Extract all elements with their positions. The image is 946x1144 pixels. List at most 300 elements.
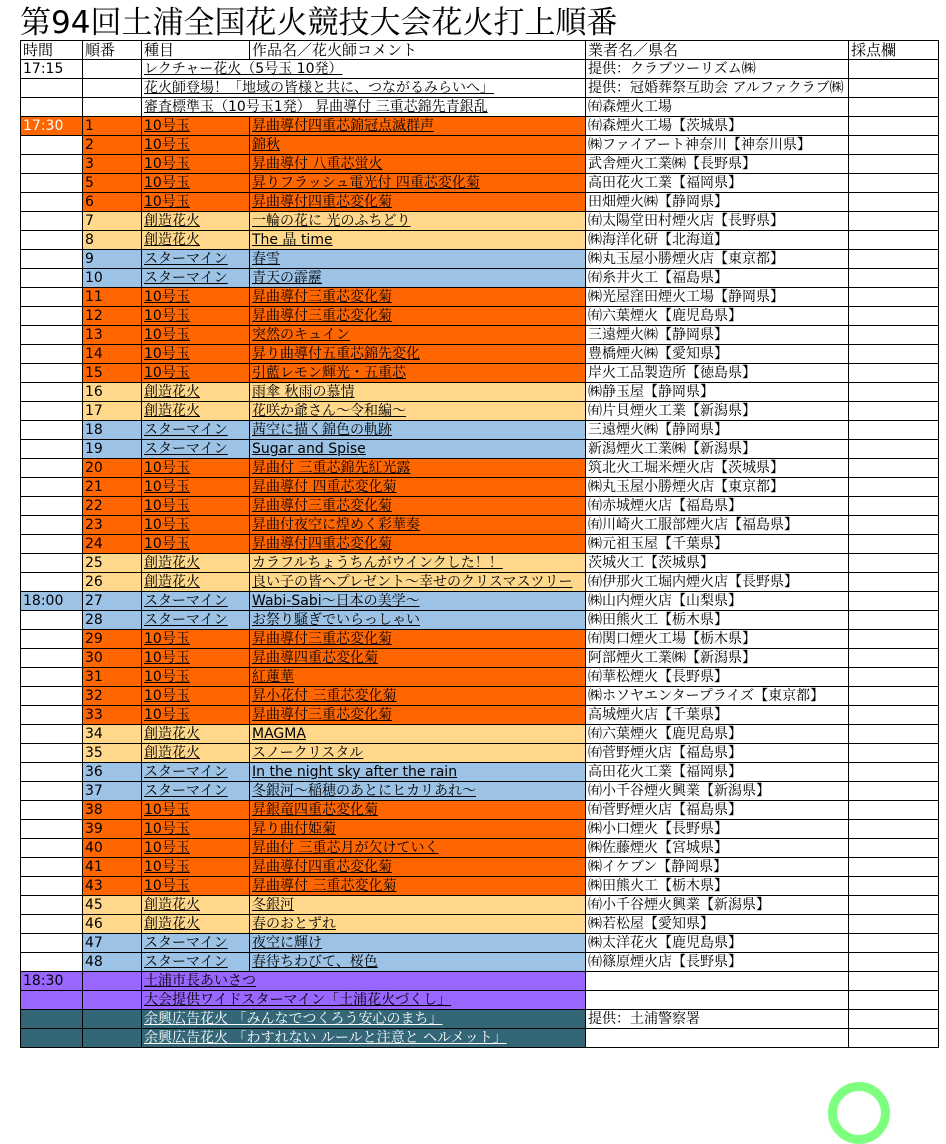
cell-category: 創造花火 [142, 725, 250, 744]
cell-work: 昇り曲付姫菊 [250, 820, 586, 839]
cell-time [21, 535, 83, 554]
cell-score [849, 630, 939, 649]
cell-score [849, 478, 939, 497]
cell-num [83, 1029, 142, 1048]
header-time: 時間 [21, 41, 83, 60]
cell-num: 29 [83, 630, 142, 649]
cell-category: スターマイン [142, 421, 250, 440]
cell-time [21, 383, 83, 402]
cell-category: 10号玉 [142, 193, 250, 212]
cell-category: スターマイン [142, 250, 250, 269]
cell-num: 8 [83, 231, 142, 250]
cell-category: 10号玉 [142, 630, 250, 649]
cell-maker: 高田花火工業【福岡県】 [586, 763, 849, 782]
cell-time [21, 706, 83, 725]
cell-score [849, 953, 939, 972]
cell-num: 24 [83, 535, 142, 554]
cell-time [21, 231, 83, 250]
cell-score [849, 364, 939, 383]
cell-work: 昇曲導付四重芯変化菊 [250, 858, 586, 877]
cell-work: 大会提供ワイドスターマイン「土浦花火づくし」 [142, 991, 586, 1010]
cell-category: 創造花火 [142, 402, 250, 421]
cell-work: 昇曲付 三重芯月が欠けていく [250, 839, 586, 858]
cell-category: 10号玉 [142, 364, 250, 383]
table-row [21, 345, 939, 364]
cell-category: スターマイン [142, 440, 250, 459]
table-row [21, 269, 939, 288]
cell-score [849, 991, 939, 1010]
cell-maker: ㈲菅野煙火店【福島県】 [586, 801, 849, 820]
cell-time: 17:15 [21, 60, 83, 79]
cell-category: スターマイン [142, 782, 250, 801]
cell-time [21, 953, 83, 972]
cell-work: 余興広告花火 「みんなでつくろう安心のまち」 [142, 1010, 586, 1029]
cell-score [849, 497, 939, 516]
cell-maker: ㈲川崎火工服部煙火店【福島県】 [586, 516, 849, 535]
cell-maker: 岸火工品製造所【徳島県】 [586, 364, 849, 383]
cell-time [21, 573, 83, 592]
cell-category: 創造花火 [142, 573, 250, 592]
cell-work: 昇曲導付三重芯変化菊 [250, 307, 586, 326]
cell-num: 9 [83, 250, 142, 269]
table-row [21, 725, 939, 744]
cell-num: 19 [83, 440, 142, 459]
cell-score [849, 60, 939, 79]
cell-maker: ㈲六葉煙火【鹿児島県】 [586, 725, 849, 744]
table-row [21, 953, 939, 972]
cell-score [849, 212, 939, 231]
cell-num: 40 [83, 839, 142, 858]
table-row [21, 535, 939, 554]
cell-num: 1 [83, 117, 142, 136]
cell-maker: ㈱田熊火工【栃木県】 [586, 611, 849, 630]
cell-maker: 茨城火工【茨城県】 [586, 554, 849, 573]
cell-maker: ㈱小口煙火【長野県】 [586, 820, 849, 839]
table-row [21, 516, 939, 535]
cell-num: 10 [83, 269, 142, 288]
cell-num: 22 [83, 497, 142, 516]
table-row [21, 896, 939, 915]
cell-time [21, 763, 83, 782]
header-score: 採点欄 [849, 41, 939, 60]
cell-maker [586, 1029, 849, 1048]
cell-time [21, 991, 83, 1010]
cell-time [21, 459, 83, 478]
table-row [21, 687, 939, 706]
cell-score [849, 725, 939, 744]
cell-work: 昇曲導付四重芯変化菊 [250, 193, 586, 212]
cell-time: 18:30 [21, 972, 83, 991]
cell-maker: ㈲華松煙火【長野県】 [586, 668, 849, 687]
table-row [21, 630, 939, 649]
cell-work: In the night sky after the rain [250, 763, 586, 782]
cell-time [21, 326, 83, 345]
cell-time [21, 345, 83, 364]
cell-time [21, 858, 83, 877]
header-work: 作品名／花火師コメント [250, 41, 586, 60]
cell-time [21, 915, 83, 934]
cell-category: 10号玉 [142, 288, 250, 307]
cell-time [21, 611, 83, 630]
cell-score [849, 79, 939, 98]
table-row [21, 478, 939, 497]
cell-num: 11 [83, 288, 142, 307]
cell-num: 43 [83, 877, 142, 896]
cell-maker: 三遠煙火㈱【静岡県】 [586, 421, 849, 440]
table-row [21, 326, 939, 345]
table-row [21, 383, 939, 402]
cell-work: 春待ちわびて、桜色 [250, 953, 586, 972]
cell-work: お祭り騒ぎでいらっしゃい [250, 611, 586, 630]
cell-num: 15 [83, 364, 142, 383]
cell-num: 26 [83, 573, 142, 592]
cell-maker: ㈱丸玉屋小勝煙火店【東京都】 [586, 250, 849, 269]
cell-time [21, 98, 83, 117]
cell-work: 花火師登場！「地域の皆様と共に、つながるみらいへ」 [142, 79, 586, 98]
cell-time [21, 440, 83, 459]
cell-maker: 高田花火工業【福岡県】 [586, 174, 849, 193]
cell-num [83, 991, 142, 1010]
cell-time [21, 649, 83, 668]
cell-num: 28 [83, 611, 142, 630]
cell-num: 21 [83, 478, 142, 497]
cell-maker: 豊橋煙火㈱【愛知県】 [586, 345, 849, 364]
cell-time [21, 364, 83, 383]
cell-category: 創造花火 [142, 896, 250, 915]
table-row [21, 231, 939, 250]
cell-score [849, 345, 939, 364]
table-row [21, 782, 939, 801]
table-row [21, 763, 939, 782]
table-row [21, 554, 939, 573]
table-row [21, 877, 939, 896]
cell-score [849, 459, 939, 478]
cell-category: 10号玉 [142, 155, 250, 174]
cell-maker: ㈲菅野煙火店【福島県】 [586, 744, 849, 763]
table-row [21, 307, 939, 326]
cell-num: 16 [83, 383, 142, 402]
cell-maker: ㈲片貝煙火工業【新潟県】 [586, 402, 849, 421]
header-maker: 業者名／県名 [586, 41, 849, 60]
page-title: 第94回土浦全国花火競技大会花火打上順番 [20, 5, 618, 41]
cell-work: 昇曲導付三重芯変化菊 [250, 630, 586, 649]
cell-score [849, 801, 939, 820]
cell-score [849, 174, 939, 193]
cell-num: 25 [83, 554, 142, 573]
cell-score [849, 250, 939, 269]
cell-maker: ㈲赤城煙火店【福島県】 [586, 497, 849, 516]
green-circle-mark [828, 1082, 890, 1144]
cell-work: 冬銀河～稲穂のあとにヒカリあれ～ [250, 782, 586, 801]
cell-num: 30 [83, 649, 142, 668]
cell-maker: ㈲太陽堂田村煙火店【長野県】 [586, 212, 849, 231]
cell-num [83, 60, 142, 79]
table-row [21, 136, 939, 155]
cell-category: 10号玉 [142, 668, 250, 687]
cell-num: 33 [83, 706, 142, 725]
cell-num: 27 [83, 592, 142, 611]
cell-score [849, 326, 939, 345]
cell-category: 創造花火 [142, 383, 250, 402]
cell-work: 突然のキュイン [250, 326, 586, 345]
cell-category: スターマイン [142, 611, 250, 630]
cell-work: カラフルちょうちんがウインクした！！ [250, 554, 586, 573]
cell-time [21, 307, 83, 326]
cell-time [21, 934, 83, 953]
cell-num [83, 972, 142, 991]
cell-work: 夜空に輝け [250, 934, 586, 953]
cell-category: 10号玉 [142, 839, 250, 858]
cell-work: 花咲か爺さん～令和編～ [250, 402, 586, 421]
cell-category: スターマイン [142, 953, 250, 972]
cell-score [849, 421, 939, 440]
header-row [21, 41, 939, 60]
cell-num: 36 [83, 763, 142, 782]
cell-time [21, 136, 83, 155]
cell-score [849, 231, 939, 250]
cell-work: 雨傘 秋雨の慕情 [250, 383, 586, 402]
cell-num: 48 [83, 953, 142, 972]
cell-category: 創造花火 [142, 744, 250, 763]
table-row [21, 250, 939, 269]
table-row [21, 421, 939, 440]
cell-maker: 三遠煙火㈱【静岡県】 [586, 326, 849, 345]
cell-work: 春雪 [250, 250, 586, 269]
cell-score [849, 687, 939, 706]
cell-score [849, 193, 939, 212]
cell-category: 10号玉 [142, 535, 250, 554]
cell-category: 10号玉 [142, 649, 250, 668]
cell-num: 31 [83, 668, 142, 687]
cell-score [849, 269, 939, 288]
cell-work: 昇銀竜四重芯変化菊 [250, 801, 586, 820]
cell-work: Sugar and Spise [250, 440, 586, 459]
table-row [21, 915, 939, 934]
cell-maker: ㈱山内煙火店【山梨県】 [586, 592, 849, 611]
cell-score [849, 117, 939, 136]
table-row [21, 991, 939, 1010]
cell-num: 20 [83, 459, 142, 478]
cell-time [21, 896, 83, 915]
cell-maker: ㈲六葉煙火【鹿児島県】 [586, 307, 849, 326]
cell-work: 昇曲導付 八重芯蛍火 [250, 155, 586, 174]
cell-score [849, 573, 939, 592]
cell-num: 47 [83, 934, 142, 953]
cell-maker: ㈱太洋花火【鹿児島県】 [586, 934, 849, 953]
table-row [21, 212, 939, 231]
cell-work: Wabi-Sabi～日本の美学～ [250, 592, 586, 611]
cell-num: 17 [83, 402, 142, 421]
cell-category: 10号玉 [142, 345, 250, 364]
table-row [21, 668, 939, 687]
cell-work: MAGMA [250, 725, 586, 744]
cell-work: 昇曲付夜空に煌めく彩華奏 [250, 516, 586, 535]
cell-time [21, 421, 83, 440]
cell-time [21, 174, 83, 193]
table-row [21, 459, 939, 478]
cell-num [83, 1010, 142, 1029]
cell-work: 春のおとずれ [250, 915, 586, 934]
cell-maker: ㈲森煙火工場【茨城県】 [586, 117, 849, 136]
cell-score [849, 1029, 939, 1048]
table-row [21, 744, 939, 763]
cell-num: 13 [83, 326, 142, 345]
cell-time [21, 1029, 83, 1048]
cell-work: 昇り曲導付五重芯錦先変化 [250, 345, 586, 364]
cell-maker: ㈱イケブン【静岡県】 [586, 858, 849, 877]
cell-work: 一輪の花に 光のふちどり [250, 212, 586, 231]
cell-maker: ㈲森煙火工場 [586, 98, 849, 117]
cell-maker: ㈱静玉屋【静岡県】 [586, 383, 849, 402]
cell-maker: 田畑煙火㈱【静岡県】 [586, 193, 849, 212]
cell-time [21, 687, 83, 706]
cell-maker: ㈱田熊火工【栃木県】 [586, 877, 849, 896]
cell-time [21, 877, 83, 896]
cell-time [21, 269, 83, 288]
cell-category: スターマイン [142, 592, 250, 611]
cell-category: 10号玉 [142, 858, 250, 877]
cell-work: The 晶 time [250, 231, 586, 250]
cell-time [21, 630, 83, 649]
cell-work: 昇曲導付 四重芯変化菊 [250, 478, 586, 497]
cell-score [849, 516, 939, 535]
table-row [21, 611, 939, 630]
cell-score [849, 877, 939, 896]
table-row [21, 79, 939, 98]
cell-maker: ㈱光屋窪田煙火工場【静岡県】 [586, 288, 849, 307]
cell-num: 32 [83, 687, 142, 706]
cell-num: 18 [83, 421, 142, 440]
cell-time [21, 402, 83, 421]
cell-num: 37 [83, 782, 142, 801]
table-row [21, 193, 939, 212]
table-row [21, 1029, 939, 1048]
schedule-table [20, 40, 939, 1048]
cell-time [21, 839, 83, 858]
cell-category: 10号玉 [142, 687, 250, 706]
table-row [21, 364, 939, 383]
cell-work: 良い子の皆へプレゼント～幸せのクリスマスツリー [250, 573, 586, 592]
cell-category: 10号玉 [142, 136, 250, 155]
cell-num: 23 [83, 516, 142, 535]
cell-num: 41 [83, 858, 142, 877]
cell-time [21, 250, 83, 269]
cell-category: 創造花火 [142, 554, 250, 573]
cell-category: 10号玉 [142, 877, 250, 896]
cell-time [21, 497, 83, 516]
table-row [21, 174, 939, 193]
cell-work: 昇曲導四重芯変化菊 [250, 649, 586, 668]
cell-score [849, 972, 939, 991]
cell-score [849, 649, 939, 668]
cell-category: 10号玉 [142, 117, 250, 136]
cell-num: 7 [83, 212, 142, 231]
cell-maker: ㈱元祖玉屋【千葉県】 [586, 535, 849, 554]
cell-maker: 提供：クラブツーリズム㈱ [586, 60, 849, 79]
cell-maker [586, 972, 849, 991]
cell-category: スターマイン [142, 763, 250, 782]
cell-score [849, 155, 939, 174]
cell-maker: 筑北火工堀米煙火店【茨城県】 [586, 459, 849, 478]
table-row [21, 801, 939, 820]
cell-time [21, 820, 83, 839]
cell-score [849, 915, 939, 934]
cell-num [83, 79, 142, 98]
table-row [21, 440, 939, 459]
cell-score [849, 820, 939, 839]
cell-maker: ㈲小千谷煙火興業【新潟県】 [586, 782, 849, 801]
cell-work: 土浦市長あいさつ [142, 972, 586, 991]
cell-work: 昇りフラッシュ電光付 四重芯変化菊 [250, 174, 586, 193]
cell-num: 35 [83, 744, 142, 763]
cell-score [849, 839, 939, 858]
cell-time: 17:30 [21, 117, 83, 136]
cell-category: 創造花火 [142, 212, 250, 231]
cell-maker: ㈲篠原煙火店【長野県】 [586, 953, 849, 972]
cell-time: 18:00 [21, 592, 83, 611]
cell-work: 昇曲導付三重芯変化菊 [250, 288, 586, 307]
cell-maker: ㈲関口煙火工場【栃木県】 [586, 630, 849, 649]
cell-maker: ㈱丸玉屋小勝煙火店【東京都】 [586, 478, 849, 497]
cell-maker: ㈱ファイアート神奈川【神奈川県】 [586, 136, 849, 155]
cell-maker: 阿部煙火工業㈱【新潟県】 [586, 649, 849, 668]
cell-maker: 武舎煙火工業㈱【長野県】 [586, 155, 849, 174]
cell-score [849, 307, 939, 326]
cell-maker: ㈲糸井火工【福島県】 [586, 269, 849, 288]
header-num: 順番 [83, 41, 142, 60]
cell-maker: ㈱海洋化研【北海道】 [586, 231, 849, 250]
table-row [21, 98, 939, 117]
cell-maker [586, 991, 849, 1010]
cell-score [849, 858, 939, 877]
cell-time [21, 744, 83, 763]
cell-score [849, 782, 939, 801]
table-row [21, 858, 939, 877]
cell-num: 45 [83, 896, 142, 915]
cell-score [849, 98, 939, 117]
cell-time [21, 212, 83, 231]
table-row [21, 117, 939, 136]
cell-time [21, 478, 83, 497]
cell-score [849, 440, 939, 459]
table-row [21, 60, 939, 79]
cell-category: スターマイン [142, 934, 250, 953]
cell-score [849, 402, 939, 421]
cell-category: 10号玉 [142, 516, 250, 535]
header-cat: 種目 [142, 41, 250, 60]
cell-work: 昇曲導付三重芯変化菊 [250, 706, 586, 725]
cell-num [83, 98, 142, 117]
cell-num: 14 [83, 345, 142, 364]
cell-num: 38 [83, 801, 142, 820]
cell-work: 昇小花付 三重芯変化菊 [250, 687, 586, 706]
cell-work: 昇曲付 三重芯錦先紅光露 [250, 459, 586, 478]
cell-work: 茜空に描く錦色の軌跡 [250, 421, 586, 440]
table-row [21, 934, 939, 953]
cell-work: 錦秋 [250, 136, 586, 155]
table-row [21, 592, 939, 611]
table-row [21, 573, 939, 592]
cell-score [849, 934, 939, 953]
cell-num: 12 [83, 307, 142, 326]
cell-time [21, 155, 83, 174]
table-row [21, 972, 939, 991]
cell-score [849, 668, 939, 687]
cell-score [849, 763, 939, 782]
cell-time [21, 79, 83, 98]
cell-score [849, 592, 939, 611]
cell-category: スターマイン [142, 269, 250, 288]
